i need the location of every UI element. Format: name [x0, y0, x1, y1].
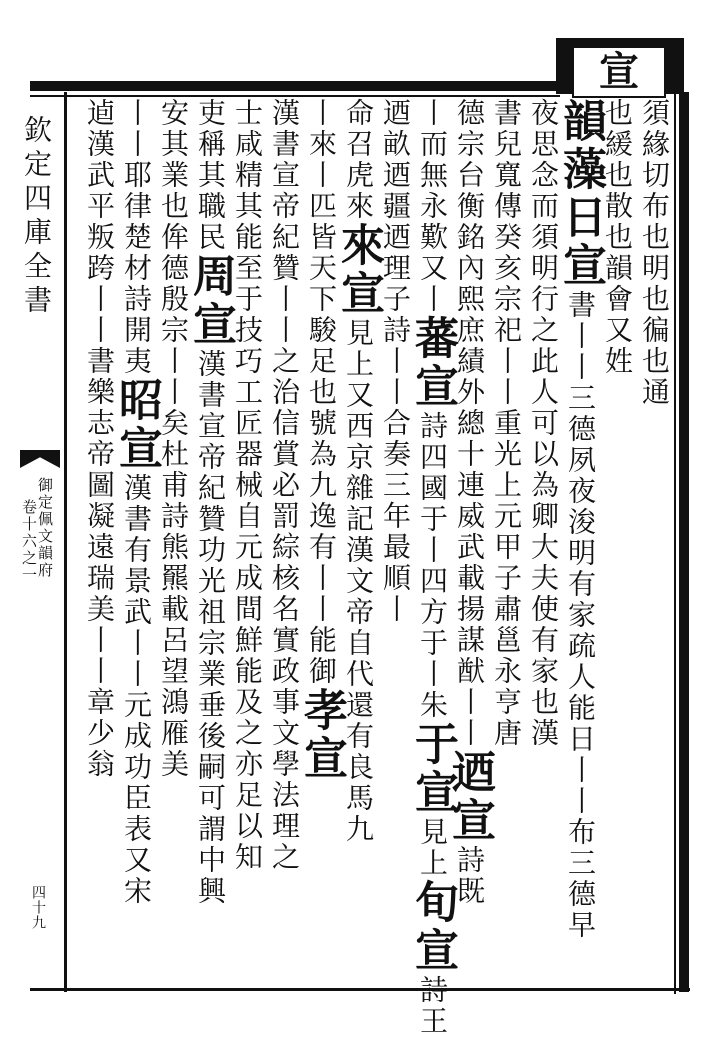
- text-segment: 也緩也散也韻會又姓: [601, 98, 634, 377]
- text-segment: 詩既: [453, 845, 486, 907]
- text-segment: 德宗台衡銘內熙庶績外總十連威武載揚謀猷丨丨: [453, 98, 486, 749]
- text-segment: 丨丨耶律楚材詩開夷: [120, 98, 153, 377]
- left-frame-rule: [64, 92, 67, 992]
- margin-column: [18, 105, 54, 985]
- text-segment: 順丨: [379, 563, 412, 625]
- text-segment: 書樂志帝圖凝遠瑞美丨丨章少翁: [83, 346, 116, 780]
- right-frame-rule: [679, 92, 689, 992]
- top-frame-thin-rule: [30, 95, 560, 97]
- text-column: [185, 98, 236, 907]
- text-column: [487, 98, 525, 749]
- text-column: [376, 98, 414, 625]
- head-character-box: [572, 46, 666, 98]
- text-segment: 見上: [416, 817, 449, 879]
- text-column: [111, 98, 162, 907]
- margin-subtitle-volume: 卷十六之一: [20, 499, 38, 584]
- right-frame-thin-rule: [674, 94, 676, 994]
- text-segment: 書丨丨三德夙夜浚明有家疏人能日丨丨布三德早: [564, 290, 597, 941]
- fishtail-mark: [20, 450, 60, 468]
- headword-entry: 孝宣: [296, 687, 347, 783]
- text-segment: 吏稱其職民: [194, 98, 227, 253]
- main-text-block: [72, 98, 672, 1037]
- text-segment: 迺畝迺疆迺理: [379, 98, 412, 284]
- text-segment: 詩王: [416, 975, 449, 1037]
- text-segment: 士咸精其能至于技巧工匠器械自元成間鮮能及之亦足以知: [231, 98, 264, 873]
- text-column: [635, 98, 673, 408]
- text-segment: 夜思念而須明行之此人可以為卿大夫使有家也漢: [527, 98, 560, 749]
- text-segment: 書兒寬傳癸亥宗祀丨丨重光上元甲子肅邕永亨唐: [490, 98, 523, 749]
- headword-entry: 于宣: [407, 721, 458, 817]
- text-column: [80, 98, 118, 780]
- text-segment: 侔德殷宗丨丨矣杜甫詩熊羆載呂望鴻雁美: [157, 222, 190, 780]
- text-column: [228, 98, 266, 873]
- margin-page-number: 四十九: [30, 885, 46, 930]
- text-column: [296, 98, 347, 783]
- text-segment: 漢書有景武丨丨元成功臣表又宋: [120, 473, 153, 907]
- text-segment: 命召虎來: [342, 98, 375, 222]
- text-segment: 須緣切布也明也徧也通: [638, 98, 671, 408]
- headword-entry: 昭宣: [111, 377, 162, 473]
- headword-entry: 韻藻: [555, 98, 606, 194]
- margin-book-title: 欽定四庫全書: [20, 115, 53, 319]
- headword-entry: 日宣: [555, 194, 606, 290]
- top-frame-rule: [30, 81, 560, 91]
- headword-entry: 來宣: [333, 222, 384, 318]
- text-segment: 逌漢武平叛跨丨丨: [83, 98, 116, 346]
- margin-subtitle-work: 御定佩文韻府: [36, 477, 54, 579]
- text-segment: 丨而無永歎又丨: [416, 98, 449, 315]
- margin-subtitle: [20, 477, 56, 707]
- text-segment: 子詩丨丨合奏三年最: [379, 284, 412, 563]
- text-segment: 詩四國于丨四方于丨朱: [416, 411, 449, 721]
- headword-entry: 周宣: [185, 253, 236, 349]
- text-column: [555, 98, 606, 941]
- text-segment: 漢書宣帝紀贊功光祖宗業垂後嗣可謂中興: [194, 349, 227, 907]
- text-segment: 安其業也: [157, 98, 190, 222]
- text-column: [524, 98, 562, 749]
- text-segment: 丨來丨: [305, 98, 338, 191]
- head-character: 宣: [599, 48, 639, 95]
- headword-entry: 旬宣: [407, 879, 458, 975]
- text-segment: 見上又西京雜記漢文帝自代還有良馬九: [342, 318, 375, 845]
- text-segment: 匹皆天下駿足也號為九逸有丨丨能御: [305, 191, 338, 687]
- text-column: [407, 98, 458, 1037]
- text-segment: 漢書宣帝紀贊丨丨之治信賞必罰綜核名實政事文學法理之: [268, 98, 301, 873]
- headword-entry: 迺宣: [444, 749, 495, 845]
- headword-entry: 蕃宣: [407, 315, 458, 411]
- bottom-frame-rule: [30, 988, 690, 991]
- text-column: [265, 98, 303, 873]
